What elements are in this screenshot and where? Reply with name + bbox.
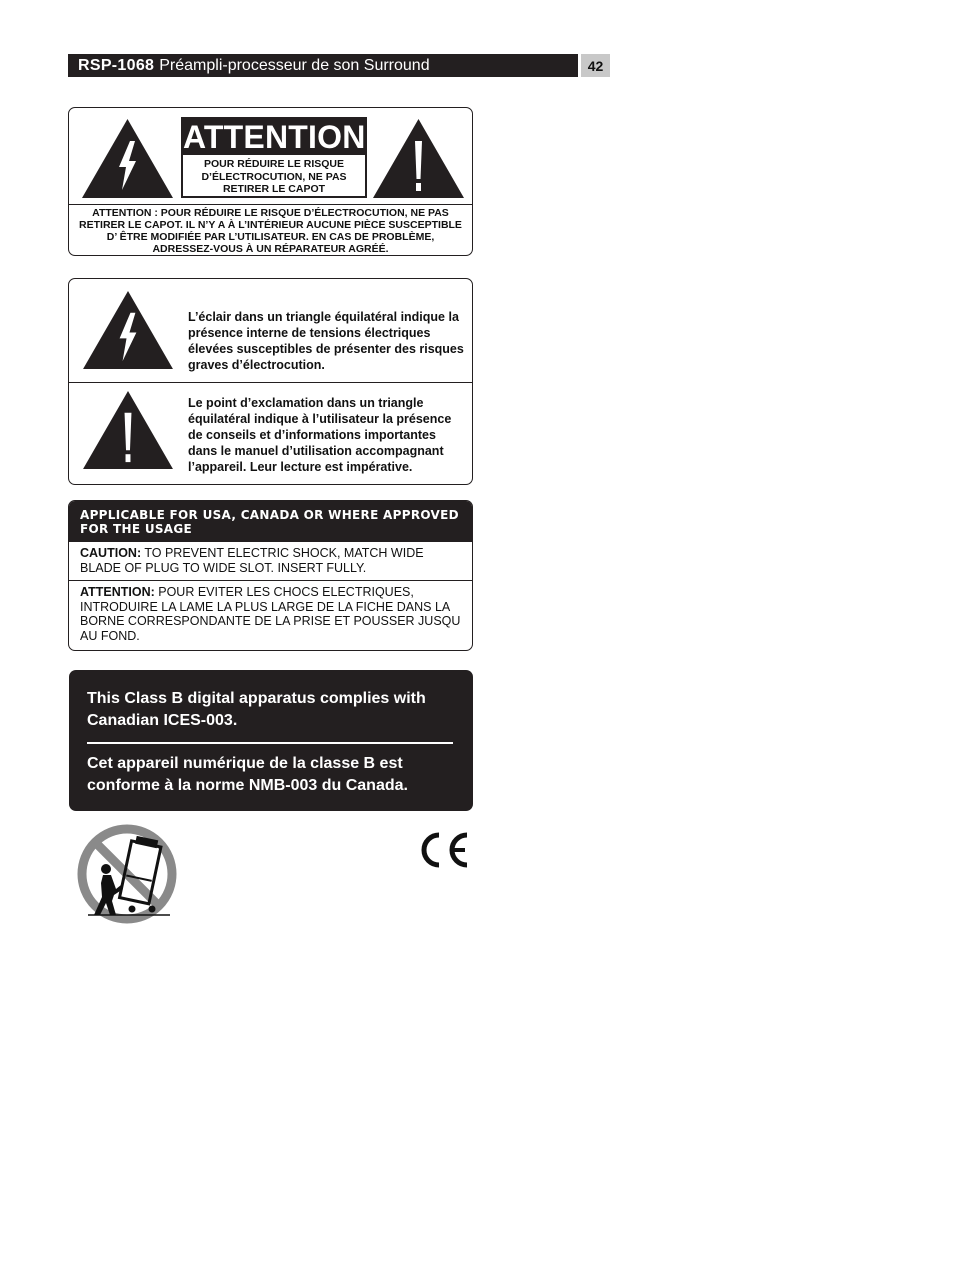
ices-compliance-box [69, 670, 473, 811]
attention-warning-text: ATTENTION : POUR RÉDUIRE LE RISQUE D’ÉLECTROCUTION, NE PAS RETIRER LE CAPOT. IL N’Y A À L’INTÉRIEUR AUCUNE PIÈCE SUSCEPTIBLE D’ ÊTRE MODIFIÉE PAR L’UTILISATEUR. EN CAS DE PROBLÈME, ADRESSEZ-VOUS À UN RÉPARATEUR AGRÉÉ. [69, 204, 472, 256]
attention-subtitle: POUR RÉDUIRE LE RISQUE D’ÉLECTROCUTION, NE PAS RETIRER LE CAPOT [201, 158, 347, 195]
page-number: 42 [581, 54, 610, 77]
caution-text: TO PREVENT ELECTRIC SHOCK, MATCH WIDE BLADE OF PLUG TO WIDE SLOT. INSERT FULLY. [80, 546, 424, 575]
lightning-text: L’éclair dans un triangle équilatéral indique la présence interne de tensions électriques élevées susceptibles de présenter des risques graves d’électrocution. [188, 310, 464, 372]
exclamation-triangle-icon [81, 389, 175, 471]
header-title: Préampli-processeur de son Surround [159, 56, 430, 74]
exclamation-text: Le point d’exclamation dans un triangle équilatéral indique à l’utilisateur la présence de conseils et d’informations importantes dans le manuel d’utilisation accompagnant l’appareil. Leur lecture est impérative. [188, 396, 452, 474]
plug-caution-box [68, 500, 473, 651]
no-cart-tipping-icon [76, 823, 178, 925]
lightning-explanation [69, 279, 472, 383]
caution-label: CAUTION: [80, 546, 142, 560]
exclamation-triangle-icon [371, 117, 466, 200]
ices-english-text: This Class B digital apparatus complies with Canadian ICES-003. [87, 690, 426, 729]
attention-title: ATTENTION [183, 119, 366, 155]
attention-panel [181, 117, 367, 198]
caution-french [69, 581, 472, 643]
header-bar [68, 54, 578, 77]
lightning-triangle-icon [81, 289, 175, 371]
ce-mark-icon [417, 831, 471, 869]
exclamation-explanation [69, 382, 472, 485]
ices-divider [87, 742, 453, 744]
attention-warning-box [68, 107, 473, 256]
lightning-triangle-icon [80, 117, 175, 200]
attention-label: ATTENTION: [80, 585, 155, 599]
model-name: RSP-1068 [78, 56, 155, 74]
caution-english [69, 542, 472, 581]
symbols-explanation-box [68, 278, 473, 485]
plug-caution-heading: APPLICABLE FOR USA, CANADA OR WHERE APPROVED FOR THE USAGE [69, 501, 472, 542]
attention-text: POUR EVITER LES CHOCS ELECTRIQUES, INTRODUIRE LA LAME LA PLUS LARGE DE LA FICHE DANS LA BORNE CORRESPONDANTE DE LA PRISE ET POUSSER JUSQU AU FOND. [80, 585, 461, 643]
ices-french-text: Cet appareil numérique de la classe B est conforme à la norme NMB-003 du Canada. [87, 755, 408, 794]
